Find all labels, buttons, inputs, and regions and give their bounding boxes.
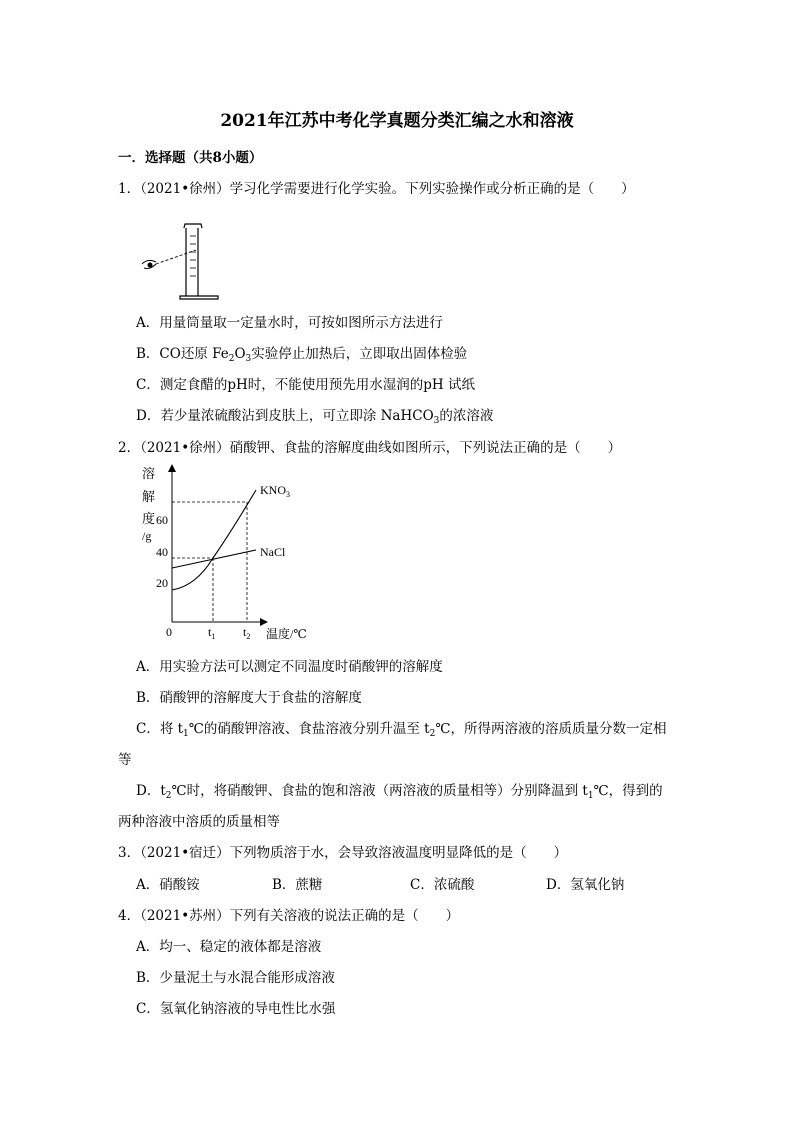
- q2-option-d-continued: 两种溶液中溶质的质量相等: [118, 814, 280, 830]
- x-tick-t2: $t_2$: [243, 625, 251, 641]
- q3-option-a: A．硝酸铵: [136, 877, 200, 893]
- kno3-label-sub: 3: [286, 490, 290, 499]
- solubility-chart: [136, 460, 326, 645]
- q2-stem: 2．（2021•徐州）硝酸钾、食盐的溶解度曲线如图所示，下列说法正确的是（ ）: [118, 440, 622, 456]
- page-title: 2021年江苏中考化学真题分类汇编之水和溶液: [220, 111, 574, 131]
- y-tick-40: 40: [156, 545, 168, 559]
- y-label-3: 度: [142, 511, 156, 526]
- eye-icon: [142, 260, 156, 268]
- q4-option-b: B．少量泥土与水混合能形成溶液: [136, 970, 335, 986]
- kno3-label: $KNO_3$: [260, 483, 290, 499]
- q1-option-a: A．用量筒量取一定量水时，可按如图所示方法进行: [136, 315, 443, 331]
- nacl-label: NaCl: [260, 545, 286, 559]
- q2-option-d: D．$t_2℃$时，将硝酸钾、食盐的饱和溶液（两溶液的质量相等）分别降温到 $t_1℃$，得到的: [136, 783, 663, 801]
- kno3-curve: [172, 490, 256, 590]
- q3-option-c: C．浓硫酸: [410, 877, 475, 893]
- section-heading: 一．选择题（共8小题）: [118, 150, 263, 166]
- x-tick-t1: $t_1$: [208, 625, 216, 641]
- q1-stem: 1．（2021•徐州）学习化学需要进行化学实验。下列实验操作或分析正确的是（ ）: [118, 181, 635, 197]
- q1-option-b: B．CO还原 $Fe_2O_3$实验停止加热后，立即取出固体检验: [136, 346, 468, 364]
- y-label-2: 解: [142, 489, 156, 504]
- q3-option-d: D．氢氧化钠: [546, 877, 625, 893]
- y-tick-20: 20: [156, 576, 168, 590]
- q3-stem: 3．（2021•宿迁）下列物质溶于水，会导致溶液温度明显降低的是（ ）: [118, 845, 568, 861]
- q4-option-c: C．氢氧化钠溶液的导电性比水强: [136, 1001, 336, 1017]
- nacl-line: [172, 550, 256, 568]
- graduated-cylinder-icon: [180, 224, 218, 299]
- x-tick-0: 0: [166, 625, 172, 639]
- q2-option-b: B．硝酸钾的溶解度大于食盐的溶解度: [136, 690, 362, 706]
- sight-line: [156, 250, 196, 264]
- graduated-cylinder-figure: [138, 200, 228, 302]
- q2-option-c: C．将 $t_1℃$的硝酸钾溶液、食盐溶液分别升温至 $t_2℃$，所得两溶液的溶质质量分数一定相: [136, 721, 667, 739]
- q4-stem: 4．（2021•苏州）下列有关溶液的说法正确的是（ ）: [118, 908, 460, 924]
- q1-option-d: D．若少量浓硫酸沾到皮肤上，可立即涂 NaHCO$_3$的浓溶液: [136, 408, 494, 426]
- x-tick-t2-sub: 2: [246, 632, 251, 641]
- q2-option-a: A．用实验方法可以测定不同温度时硝酸钾的溶解度: [136, 659, 443, 675]
- q1-option-c: C．测定食醋的pH时，不能使用预先用水湿润的pH 试纸: [136, 377, 475, 393]
- y-tick-60: 60: [156, 513, 168, 527]
- q2-option-c-continued: 等: [118, 752, 132, 768]
- y-label-1: 溶: [142, 466, 156, 481]
- y-label-4: /g: [142, 529, 152, 543]
- q3-option-b: B．蔗糖: [272, 877, 323, 893]
- x-tick-t1-sub: 1: [211, 632, 216, 641]
- q4-option-a: A．均一、稳定的液体都是溶液: [136, 939, 322, 955]
- x-axis-label: 温度/℃: [266, 627, 307, 641]
